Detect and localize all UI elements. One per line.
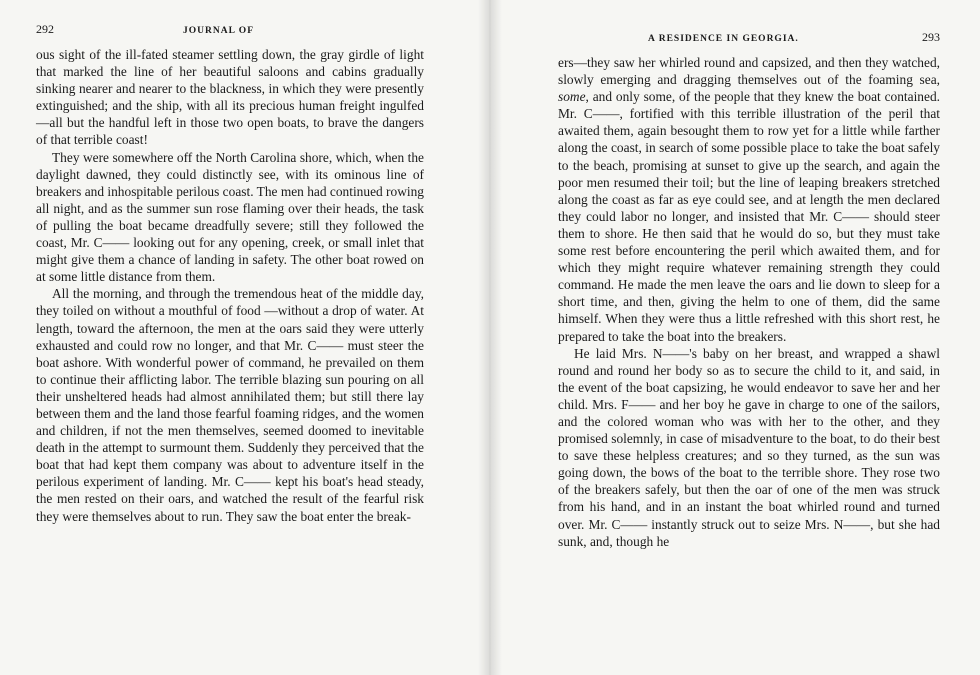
left-page-number: 292 [36, 22, 54, 36]
right-paragraph-2: He laid Mrs. N——'s baby on her breast, and wrapped a shawl round and round her body so as to secure the child to it, and said, in the event of the boat capsizing, he would endeavor to save her and her child. Mrs. F—— and her boy he gave in charge to one of the sailors, and the colored woman who was with her to the other, and they promised solemnly, in case of misadventure to the boat, to do their best to save these helpless creatures; and so they turned, as the sun was going down, the bows of the boat to the terrible shore. They rose two of the breakers safely, but then the oar of one of the men was struck from his hand, and in an instant the boat whirled round and turned over. Mr. C—— instantly struck out to seize Mrs. N——, but she had sunk, and, though he [558, 345, 940, 549]
right-paragraph-1 [558, 54, 940, 345]
left-running-head: JOURNAL OF [183, 26, 254, 36]
left-paragraph-1: ous sight of the ill-fated steamer settling down, the gray girdle of light that marked the line of her beautiful saloons and cabins gradually sinking nearer and nearer to the blackness, in which they were presently extinguished; and the ship, with all its precious human freight ingulfed —all but the handful left in those two open boats, to brave the dangers of that terrible coast! [36, 47, 424, 148]
emphasis-some: some [558, 89, 586, 105]
right-running-head: A RESIDENCE IN GEORGIA. [648, 34, 799, 44]
right-page-header [558, 30, 940, 50]
right-paragraph-1-start: ers—they saw her whirled round and capsized, and then they watched, slowly emerging and dragging themselves out of the foaming sea, [558, 55, 940, 88]
right-page-number: 293 [922, 30, 940, 44]
right-paragraph-1-rest: , and only some, of the people that they knew the boat contained. Mr. C——, fortified with this terrible illustration of the peril that awaited them, again besought them to row yet for a little while farther along the coast, in search of some possible place to take the boat safely to the beach, promising at sunset to give up the search, and again the poor men resumed their toil; but the line of leaping breakers stretched along the coast as far as eye could see, and at length the men declared they could labor no longer, and insisted that Mr. C—— should steer them to shore. He then said that he would do so, but they must take some rest before encountering the peril which awaited them, and for which they might require whatever remaining strength they could command. He made the men leave the oars and lie down to sleep for a short time, and then, giving the helm to one of them, did the same himself. When they were thus a little refreshed with this short rest, he prepared to take the boat into the breakers. [558, 89, 940, 344]
left-paragraph-2: They were somewhere off the North Carolina shore, which, when the daylight dawned, they could distinctly see, with its ominous line of breakers and inhospitable perilous coast. The men had continued rowing all night, and as the summer sun rose flaming over their heads, the task of pulling the boat became dreadfully severe; still they followed the coast, Mr. C—— looking out for any opening, creek, or small inlet that might give them a chance of landing in safety. The other boat rowed on at some little distance from them. [36, 149, 424, 285]
left-page-body [36, 46, 424, 525]
book-gutter [478, 0, 502, 675]
left-page-header [36, 22, 424, 42]
left-paragraph-3: All the morning, and through the tremendous heat of the middle day, they toiled on without a mouthful of food —without a drop of water. At length, toward the afternoon, the men at the oars said they were utterly exhausted and could row no longer, and that Mr. C—— must steer the boat ashore. With wonderful power of command, he prevailed on them to continue their afflicting labor. The terrible blazing sun pouring on all their unsheltered heads had almost annihilated them; but still there lay between them and the land those fearful foaming ridges, and the women and children, if not the men themselves, seemed doomed to inevitable death in the attempt to surmount them. Suddenly they perceived that the boat that had kept them company was about to adventure itself in the perilous experiment of landing. Mr. C—— kept his boat's head steady, the men rested on their oars, and watched the result of the fearful risk they were themselves about to run. They saw the boat enter the break- [36, 286, 424, 524]
right-page-body [558, 54, 940, 550]
right-page [490, 0, 980, 675]
